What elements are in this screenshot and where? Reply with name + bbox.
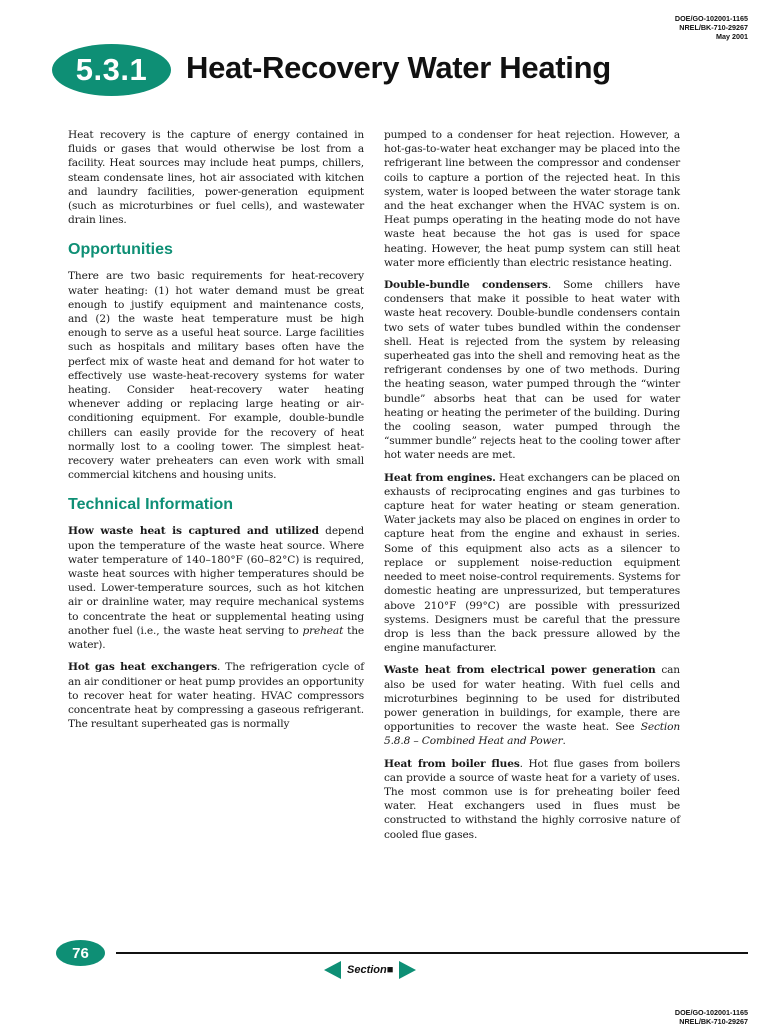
right-column — [384, 128, 680, 850]
intro-paragraph: Heat recovery is the capture of energy contained in fluids or gases that would otherwise be lost from a facility. Heat sources may include heat pumps, chillers, steam condensate lines, hot air associated with kitchen and laundry facilities, power-generation equipment (such as microturbines or fuel cells), and wastewater drain lines. — [68, 129, 364, 227]
power-generation-paragraph — [384, 663, 680, 748]
doc-ref-line: DOE/GO-102001-1165 — [674, 14, 748, 23]
double-bundle-paragraph — [384, 278, 680, 463]
doc-ref-line: DOE/GO-102001-1165 — [674, 1008, 748, 1017]
section-reference: Section 5.8.8 – Combined Heat and Power — [384, 721, 680, 748]
doc-ref-line: May 2001 — [716, 32, 748, 41]
page-title: Heat-Recovery Water Heating — [186, 50, 611, 85]
section-number-badge: 5.3.1 — [52, 44, 171, 96]
doc-ref-line: NREL/BK-710-29267 — [679, 23, 748, 32]
paragraph-text: depend upon the temperature of the waste heat source. Where water temperature of 140–180°F (60–82°C) is required, waste heat sources with higher temperatures should be used. Lower-temperature sources, such as hot kitchen air or drainline water, may require mechanical systems to concentrate the heat or supplemental heating using another fuel (i.e., the waste heat serving to — [68, 525, 364, 637]
paragraph-text: Heat exchangers can be placed on exhausts of reciprocating engines and gas turbines to capture heat for water heating or steam generation. Water jackets may also be placed on engines in order to capture heat from the engine and exhaust in series. Some of this equipment also acts as a silencer to replace or supplement noise-reduction equipment needed to meet noise-control requirements. Systems for domestic heating are unpressurized, but temperatures above 210°F (99°C) are possible with pressurized systems. Designers must be careful that the pressure drop is less than the back pressure allowed by the engine manufacturer. — [384, 471, 680, 655]
paragraph-text: the water). — [68, 624, 364, 652]
paragraph-lead: How waste heat is captured and utilized — [68, 525, 319, 538]
boiler-flues-paragraph — [384, 757, 680, 842]
paragraph-text: . Hot flue gases from boilers can provide a source of waste heat for a variety of uses. The most common use is for preheating boiler feed water. Heat exchangers used in flues must be constructed to withstand the highly corrosive nature of cooled flue gases. — [384, 757, 680, 841]
paragraph-lead: Double-bundle condensers — [384, 279, 548, 292]
paragraph-text: . — [562, 735, 566, 748]
paragraph-text: can also be used for water heating. With fuel cells and microturbines beginning to be used for distributed power generation in buildings, for example, there are opportunities to recover the waste heat. See — [384, 664, 680, 734]
doc-ref-line: NREL/BK-710-29267 — [679, 1017, 748, 1024]
engines-paragraph — [384, 471, 680, 656]
footer-document-reference — [675, 1008, 748, 1024]
paragraph-lead: Hot gas heat exchangers — [68, 661, 218, 674]
footer-rule — [116, 952, 748, 954]
section-nav-text: Section — [347, 964, 387, 976]
section-nav-label[interactable] — [347, 964, 393, 976]
paragraph-lead: Heat from boiler flues — [384, 757, 520, 770]
paragraph-lead: Heat from engines. — [384, 471, 496, 484]
document-reference — [675, 14, 748, 41]
paragraph-lead: Waste heat from electrical power generation — [384, 664, 656, 677]
previous-arrow-icon[interactable] — [324, 961, 341, 979]
opportunities-heading: Opportunities — [68, 241, 173, 259]
how-waste-heat-paragraph — [68, 524, 364, 652]
emphasis-text: preheat — [302, 624, 344, 637]
page-number-badge: 76 — [56, 940, 105, 966]
left-column — [68, 128, 364, 739]
opportunities-paragraph: There are two basic requirements for heat-recovery water heating: (1) hot water demand must be great enough to justify equipment and maintenance costs, and (2) the waste heat temperature must be high enough to serve as a useful heat source. Large facilities such as hospitals and military bases often have the perfect mix of waste heat and demand for hot water to effectively use waste-heat-recovery systems for water heating. Consider heat-recovery water heating whenever adding or replacing large heating or air-conditioning equipment. For example, double-bundle chillers can easily provide for the recovery of heat normally lost to a cooling tower. The simplest heat-recovery water preheaters can even work with small commercial kitchens and housing units. — [68, 270, 364, 482]
next-arrow-icon[interactable] — [399, 961, 416, 979]
hot-gas-paragraph — [68, 660, 364, 731]
section-navigation — [324, 961, 416, 979]
technical-information-heading: Technical Information — [68, 496, 234, 514]
paragraph-text: . The refrigeration cycle of an air conditioner or heat pump provides an opportunity to recover heat for water heating. HVAC compressors concentrate heat by compressing a gaseous refrigerant. The resultant superheated gas is normally — [68, 661, 364, 731]
section-nav-square-icon: ■ — [386, 964, 394, 976]
continuation-paragraph: pumped to a condenser for heat rejection. However, a hot-gas-to-water heat exchanger may be placed into the refrigerant line between the compressor and condenser coils to capture a portion of the rejected heat. In this system, water is looped between the water storage tank and the heat exchanger when the HVAC system is on. Heat pumps operating in the heating mode do not have waste heat because the hot gas is used for space heating. However, the heat pump system can still heat water more efficiently than electric resistance heating. — [384, 129, 680, 269]
paragraph-text: . Some chillers have condensers that make it possible to heat water with waste heat recovery. Double-bundle condensers contain two sets of water tubes bundled within the condenser shell. Heat is rejected from the system by releasing superheated gas into the shell and removing heat as the refrigerant condenses by one of two methods. During the heating season, water pumped through the “winter bundle” absorbs heat that can be used for water heating or heating the perimeter of the building. During the cooling season, water pumped through the “summer bundle” rejects heat to the cooling tower after hot water needs are met. — [384, 279, 680, 462]
